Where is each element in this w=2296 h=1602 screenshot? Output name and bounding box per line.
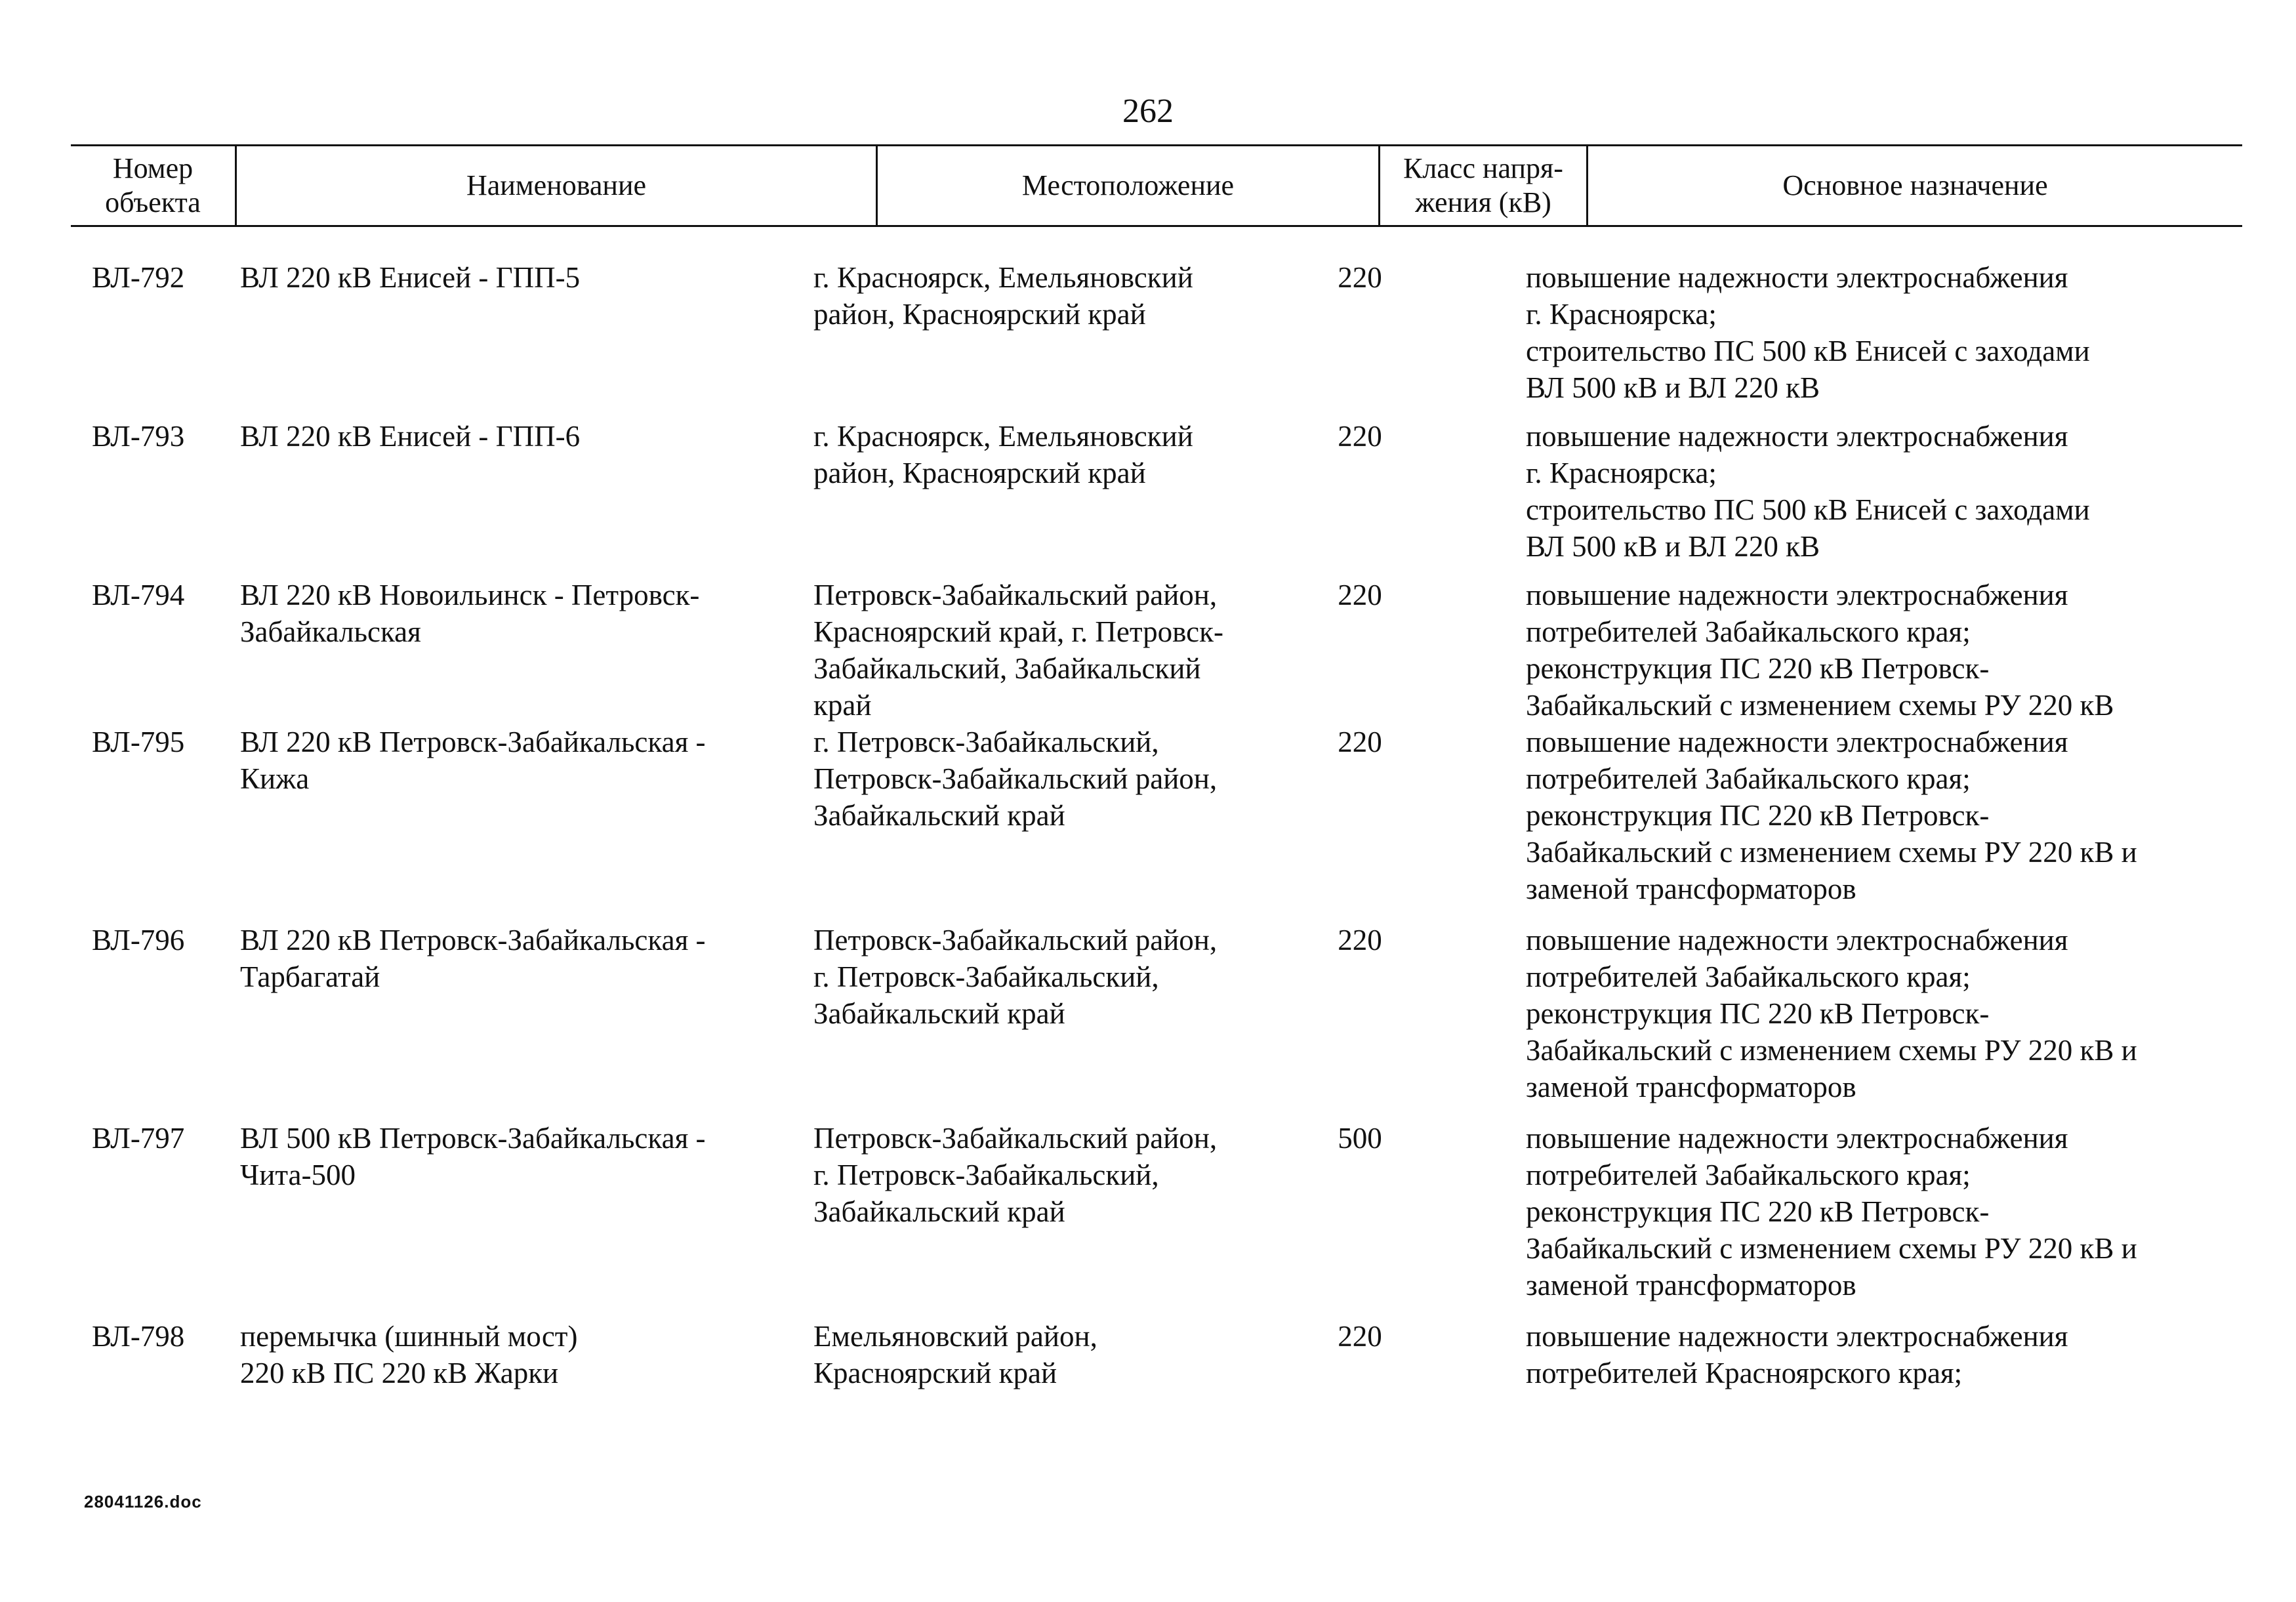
object-name: ВЛ 220 кВ Новоильинск - Петровск- Забайкальская [240,579,700,648]
object-purpose: повышение надежности электроснабжения потребителей Забайкальского края; реконструкция ПС 220 кВ Петровск- Забайкальский с изменением схемы РУ 220 кВ и заменой трансформаторов [1526,1122,2137,1302]
object-name: ВЛ 500 кВ Петровск-Забайкальская - Чита-500 [240,1122,706,1191]
object-purpose: повышение надежности электроснабжения г. Красноярска; строительство ПС 500 кВ Енисей с заходами ВЛ 500 кВ и ВЛ 220 кВ [1526,261,2090,404]
object-name: ВЛ 220 кВ Енисей - ГПП-6 [240,420,581,453]
object-name: ВЛ 220 кВ Петровск-Забайкальская - Кижа [240,726,706,795]
table-row [71,577,2242,724]
object-location: Петровск-Забайкальский район, Красноярский край, г. Петровск- Забайкальский, Забайкальский край [813,579,1223,722]
object-number: ВЛ-795 [92,726,185,758]
table-row [71,1318,2242,1391]
object-location: Емельяновский район, Красноярский край [813,1320,1097,1389]
object-number: ВЛ-792 [92,261,185,294]
voltage-class: 220 [1338,924,1382,956]
header-number: Номер объекта [105,152,201,218]
voltage-class: 220 [1338,261,1382,294]
voltage-class: 220 [1338,420,1382,453]
object-number: ВЛ-797 [92,1122,185,1155]
voltage-class: 500 [1338,1122,1382,1155]
object-purpose: повышение надежности электроснабжения потребителей Забайкальского края; реконструкция ПС 220 кВ Петровск- Забайкальский с изменением схемы РУ 220 кВ и заменой трансформаторов [1526,726,2137,905]
table-row [71,418,2242,565]
object-location: Петровск-Забайкальский район, г. Петровск-Забайкальский, Забайкальский край [813,924,1218,1030]
header-location: Местоположение [1021,169,1235,201]
object-purpose: повышение надежности электроснабжения потребителей Забайкальского края; реконструкция ПС 220 кВ Петровск- Забайкальский с изменением схемы РУ 220 кВ [1526,579,2114,722]
object-name: ВЛ 220 кВ Петровск-Забайкальская - Тарбагатай [240,924,706,993]
object-location: Петровск-Забайкальский район, г. Петровск-Забайкальский, Забайкальский край [813,1122,1218,1228]
voltage-class: 220 [1338,1320,1382,1353]
table-row [71,1120,2242,1304]
object-purpose: повышение надежности электроснабжения потребителей Красноярского края; [1526,1320,2068,1389]
table-body [71,259,2242,1391]
object-number: ВЛ-794 [92,579,185,611]
object-purpose: повышение надежности электроснабжения потребителей Забайкальского края; реконструкция ПС 220 кВ Петровск- Забайкальский с изменением схемы РУ 220 кВ и заменой трансформаторов [1526,924,2137,1103]
object-name: ВЛ 220 кВ Енисей - ГПП-5 [240,261,581,294]
table-header [71,144,2242,227]
table-row [71,259,2242,406]
file-name: 28041126.doc [84,1492,202,1511]
object-location: г. Красноярск, Емельяновский район, Красноярский край [813,261,1193,331]
object-location: г. Петровск-Забайкальский, Петровск-Забайкальский район, Забайкальский край [813,726,1218,832]
header-voltage: Класс напря- жения (кВ) [1403,152,1563,218]
object-number: ВЛ-798 [92,1320,185,1353]
voltage-class: 220 [1338,579,1382,611]
page-number: 262 [1122,92,1174,130]
object-name: перемычка (шинный мост) 220 кВ ПС 220 кВ Жарки [240,1320,578,1389]
object-location: г. Красноярск, Емельяновский район, Красноярский край [813,420,1193,489]
voltage-class: 220 [1338,726,1382,758]
object-number: ВЛ-796 [92,924,185,956]
object-number: ВЛ-793 [92,420,185,453]
header-purpose: Основное назначение [1782,169,2048,201]
table-row [71,724,2242,907]
table-row [71,922,2242,1105]
header-name: Наименование [466,169,647,201]
object-purpose: повышение надежности электроснабжения г. Красноярска; строительство ПС 500 кВ Енисей с заходами ВЛ 500 кВ и ВЛ 220 кВ [1526,420,2090,563]
